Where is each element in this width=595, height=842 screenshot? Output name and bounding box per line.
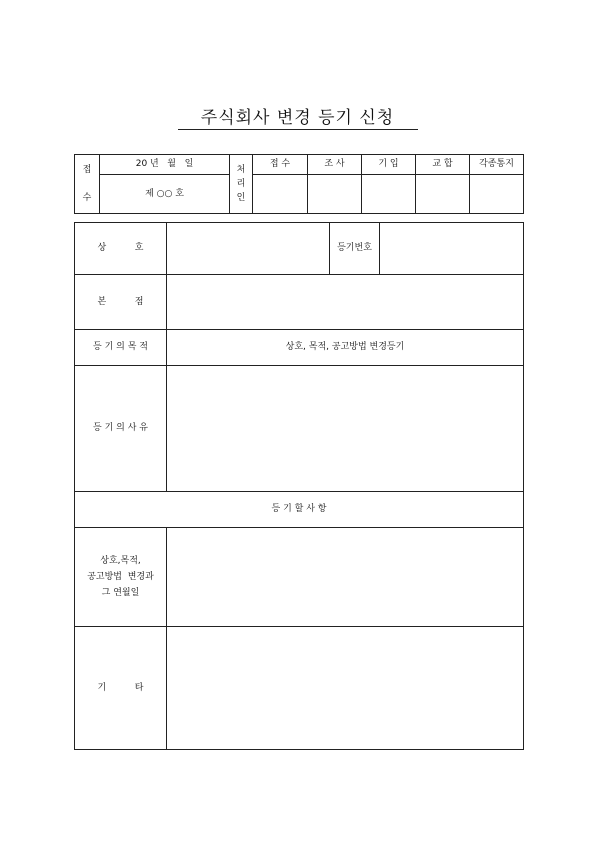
document-title: 주식회사 변경 등기 신청 — [200, 108, 395, 128]
receipt-side-label-bottom: 수 — [82, 193, 92, 203]
cell-review[interactable] — [308, 175, 362, 214]
change-details-label-line-2: 공고방법 변경과 — [87, 572, 154, 582]
other-label: 기 타 — [75, 627, 167, 750]
registration-number-label: 등기번호 — [330, 223, 380, 275]
col-header-receipt: 접 수 — [253, 155, 308, 175]
processor-label-char-2: 리 — [236, 179, 246, 189]
title-underline — [178, 129, 418, 130]
change-details-field[interactable] — [167, 528, 524, 627]
receipt-side-label-top: 접 — [82, 165, 92, 175]
col-header-entry: 기 입 — [362, 155, 416, 175]
registration-reason-label: 등 기 의 사 유 — [75, 366, 167, 492]
receipt-number-text: 제 ○○ 호 — [145, 188, 184, 199]
change-details-label-line-3: 그 연월일 — [101, 588, 140, 598]
application-form-table — [74, 222, 524, 750]
matters-to-register-header: 등 기 할 사 항 — [75, 492, 524, 528]
registration-reason-field[interactable] — [167, 366, 524, 492]
receipt-date-cell[interactable] — [100, 155, 230, 175]
processor-label — [230, 155, 253, 214]
change-details-label-line-1: 상호,목적, — [100, 556, 141, 566]
cell-receipt[interactable] — [253, 175, 308, 214]
processor-label-char-3: 인 — [236, 193, 246, 203]
receipt-side-label — [75, 155, 100, 214]
other-field[interactable] — [167, 627, 524, 750]
col-header-verification: 교 합 — [416, 155, 470, 175]
receipt-table — [74, 154, 524, 214]
trade-name-field[interactable] — [167, 223, 330, 275]
cell-entry[interactable] — [362, 175, 416, 214]
cell-verification[interactable] — [416, 175, 470, 214]
col-header-review: 조 사 — [308, 155, 362, 175]
receipt-number-cell[interactable] — [100, 175, 230, 214]
col-header-notices: 각종통지 — [470, 155, 524, 175]
trade-name-label: 상 호 — [75, 223, 167, 275]
head-office-label: 본 점 — [75, 275, 167, 330]
receipt-date-text: 20 년 월 일 — [135, 159, 194, 169]
processor-label-char-1: 처 — [236, 165, 246, 175]
registration-number-field[interactable] — [380, 223, 524, 275]
cell-notices[interactable] — [470, 175, 524, 214]
change-details-label — [75, 528, 167, 627]
head-office-field[interactable] — [167, 275, 524, 330]
registration-purpose-label: 등 기 의 목 적 — [75, 330, 167, 366]
registration-purpose-value[interactable]: 상호, 목적, 공고방법 변경등기 — [167, 330, 524, 366]
